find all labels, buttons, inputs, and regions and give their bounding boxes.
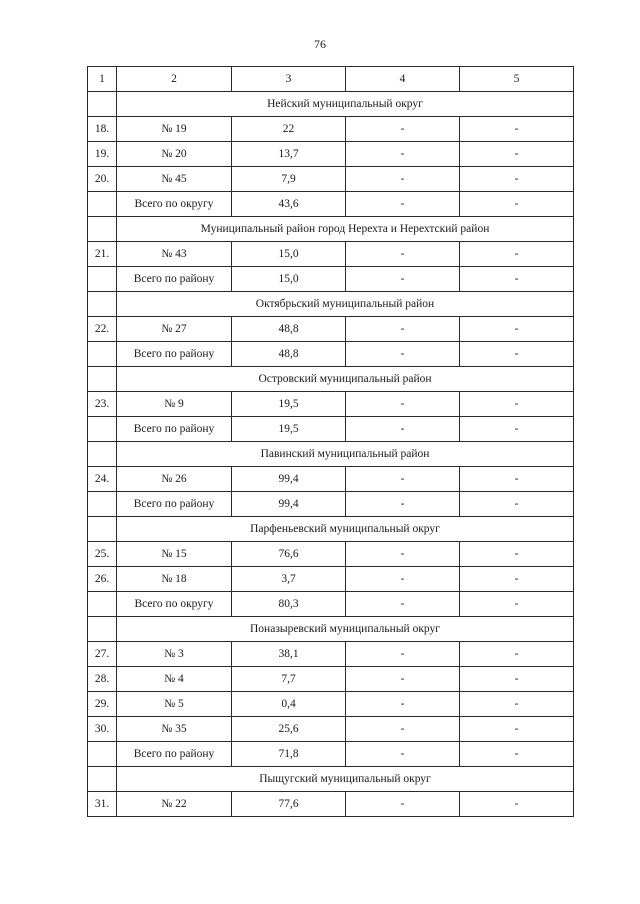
col4-value: - <box>346 417 460 442</box>
col5-value: - <box>460 392 574 417</box>
row-number: 22. <box>88 317 117 342</box>
col5-value: - <box>460 742 574 767</box>
section-row <box>88 92 574 117</box>
row-number <box>88 417 117 442</box>
col5-value: - <box>460 592 574 617</box>
col5-value: - <box>460 317 574 342</box>
row-number: 27. <box>88 642 117 667</box>
table-row <box>88 592 574 617</box>
table-row <box>88 342 574 367</box>
table-row <box>88 717 574 742</box>
col4-value: - <box>346 542 460 567</box>
item-name: № 15 <box>117 542 232 567</box>
row-number <box>88 342 117 367</box>
value: 19,5 <box>232 392 346 417</box>
item-name: № 45 <box>117 167 232 192</box>
empty-cell <box>88 617 117 642</box>
row-number <box>88 742 117 767</box>
col5-value: - <box>460 142 574 167</box>
item-name: Всего по округу <box>117 192 232 217</box>
row-number: 20. <box>88 167 117 192</box>
row-number: 28. <box>88 667 117 692</box>
value: 76,6 <box>232 542 346 567</box>
item-name: № 4 <box>117 667 232 692</box>
table-row <box>88 417 574 442</box>
table-row <box>88 567 574 592</box>
item-name: № 5 <box>117 692 232 717</box>
row-number: 30. <box>88 717 117 742</box>
table-row <box>88 267 574 292</box>
col5-value: - <box>460 542 574 567</box>
section-title: Павинский муниципальный район <box>117 442 574 467</box>
table-row <box>88 692 574 717</box>
item-name: Всего по району <box>117 342 232 367</box>
value: 22 <box>232 117 346 142</box>
empty-cell <box>88 442 117 467</box>
item-name: № 22 <box>117 792 232 817</box>
value: 15,0 <box>232 267 346 292</box>
row-number <box>88 592 117 617</box>
col5-value: - <box>460 192 574 217</box>
item-name: Всего по району <box>117 267 232 292</box>
row-number: 31. <box>88 792 117 817</box>
header-row <box>88 67 574 92</box>
header-cell-2: 2 <box>117 67 232 92</box>
col5-value: - <box>460 642 574 667</box>
col5-value: - <box>460 567 574 592</box>
item-name: № 3 <box>117 642 232 667</box>
col4-value: - <box>346 642 460 667</box>
section-title: Пыщугский муниципальный округ <box>117 767 574 792</box>
col4-value: - <box>346 142 460 167</box>
table-row <box>88 792 574 817</box>
header-cell-5: 5 <box>460 67 574 92</box>
col4-value: - <box>346 492 460 517</box>
item-name: № 20 <box>117 142 232 167</box>
table-row <box>88 542 574 567</box>
row-number: 26. <box>88 567 117 592</box>
col5-value: - <box>460 242 574 267</box>
section-row <box>88 767 574 792</box>
col4-value: - <box>346 242 460 267</box>
col5-value: - <box>460 692 574 717</box>
col4-value: - <box>346 117 460 142</box>
empty-cell <box>88 292 117 317</box>
col4-value: - <box>346 342 460 367</box>
col5-value: - <box>460 117 574 142</box>
value: 7,7 <box>232 667 346 692</box>
col5-value: - <box>460 467 574 492</box>
col5-value: - <box>460 667 574 692</box>
section-title: Островский муниципальный район <box>117 367 574 392</box>
col4-value: - <box>346 717 460 742</box>
row-number: 24. <box>88 467 117 492</box>
table-row <box>88 642 574 667</box>
value: 48,8 <box>232 342 346 367</box>
col4-value: - <box>346 167 460 192</box>
table-row <box>88 242 574 267</box>
value: 71,8 <box>232 742 346 767</box>
value: 0,4 <box>232 692 346 717</box>
item-name: Всего по району <box>117 417 232 442</box>
value: 77,6 <box>232 792 346 817</box>
col4-value: - <box>346 567 460 592</box>
col5-value: - <box>460 792 574 817</box>
table-row <box>88 667 574 692</box>
value: 38,1 <box>232 642 346 667</box>
header-cell-3: 3 <box>232 67 346 92</box>
col4-value: - <box>346 692 460 717</box>
table-row <box>88 167 574 192</box>
value: 99,4 <box>232 492 346 517</box>
section-row <box>88 617 574 642</box>
col5-value: - <box>460 417 574 442</box>
col4-value: - <box>346 792 460 817</box>
item-name: № 19 <box>117 117 232 142</box>
col5-value: - <box>460 167 574 192</box>
col4-value: - <box>346 392 460 417</box>
value: 43,6 <box>232 192 346 217</box>
row-number: 19. <box>88 142 117 167</box>
row-number <box>88 492 117 517</box>
section-row <box>88 292 574 317</box>
value: 99,4 <box>232 467 346 492</box>
col5-value: - <box>460 717 574 742</box>
table-row <box>88 192 574 217</box>
value: 15,0 <box>232 242 346 267</box>
page-number: 76 <box>314 37 326 51</box>
row-number: 29. <box>88 692 117 717</box>
empty-cell <box>88 367 117 392</box>
item-name: № 18 <box>117 567 232 592</box>
table-row <box>88 142 574 167</box>
col5-value: - <box>460 342 574 367</box>
table-row <box>88 317 574 342</box>
col4-value: - <box>346 467 460 492</box>
header-cell-4: 4 <box>346 67 460 92</box>
value: 7,9 <box>232 167 346 192</box>
value: 25,6 <box>232 717 346 742</box>
value: 19,5 <box>232 417 346 442</box>
item-name: № 35 <box>117 717 232 742</box>
table-row <box>88 742 574 767</box>
value: 48,8 <box>232 317 346 342</box>
empty-cell <box>88 217 117 242</box>
item-name: Всего по округу <box>117 592 232 617</box>
section-title: Октябрьский муниципальный район <box>117 292 574 317</box>
row-number: 25. <box>88 542 117 567</box>
section-title: Муниципальный район город Нерехта и Нерехтский район <box>117 217 574 242</box>
value: 3,7 <box>232 567 346 592</box>
col5-value: - <box>460 267 574 292</box>
item-name: № 9 <box>117 392 232 417</box>
row-number: 18. <box>88 117 117 142</box>
value: 80,3 <box>232 592 346 617</box>
row-number <box>88 267 117 292</box>
table-row <box>88 492 574 517</box>
item-name: № 26 <box>117 467 232 492</box>
section-row <box>88 517 574 542</box>
col4-value: - <box>346 667 460 692</box>
row-number <box>88 192 117 217</box>
table-row <box>88 117 574 142</box>
item-name: Всего по району <box>117 492 232 517</box>
section-row <box>88 367 574 392</box>
row-number: 23. <box>88 392 117 417</box>
section-title: Нейский муниципальный округ <box>117 92 574 117</box>
row-number: 21. <box>88 242 117 267</box>
col4-value: - <box>346 267 460 292</box>
table-row <box>88 392 574 417</box>
section-row <box>88 217 574 242</box>
empty-cell <box>88 517 117 542</box>
empty-cell <box>88 767 117 792</box>
section-title: Поназыревский муниципальный округ <box>117 617 574 642</box>
section-row <box>88 442 574 467</box>
col4-value: - <box>346 317 460 342</box>
col4-value: - <box>346 742 460 767</box>
col5-value: - <box>460 492 574 517</box>
data-table <box>87 66 574 817</box>
header-cell-1: 1 <box>88 67 117 92</box>
item-name: № 27 <box>117 317 232 342</box>
item-name: Всего по району <box>117 742 232 767</box>
empty-cell <box>88 92 117 117</box>
table-row <box>88 467 574 492</box>
table-body <box>88 67 574 817</box>
value: 13,7 <box>232 142 346 167</box>
section-title: Парфеньевский муниципальный округ <box>117 517 574 542</box>
item-name: № 43 <box>117 242 232 267</box>
col4-value: - <box>346 592 460 617</box>
col4-value: - <box>346 192 460 217</box>
